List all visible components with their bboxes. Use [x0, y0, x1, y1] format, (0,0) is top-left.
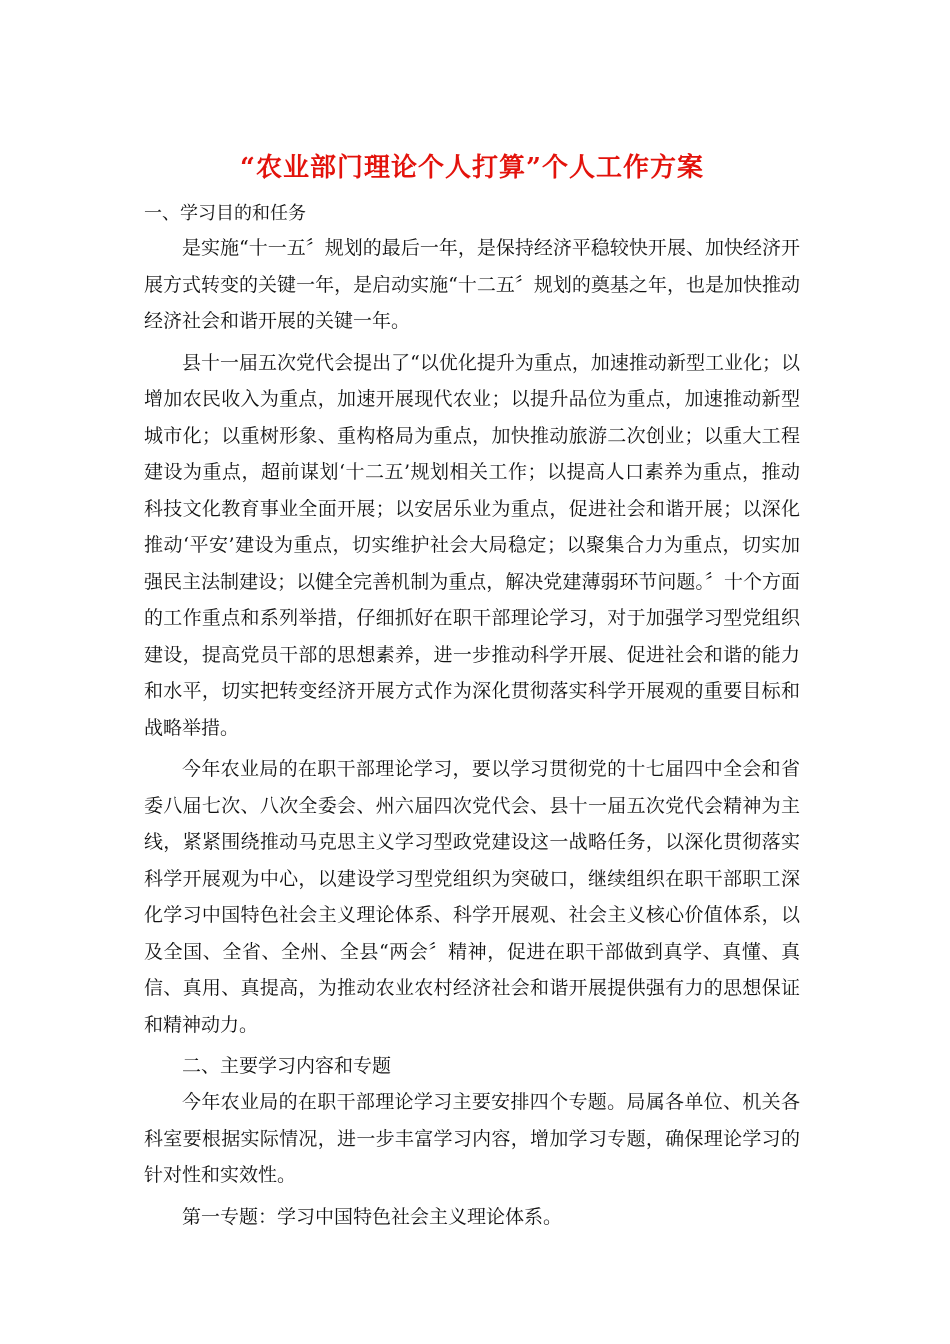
topic-1-heading: 第一专题：学习中国特色社会主义理论体系。	[182, 1205, 563, 1228]
paragraph-1: 是实施“十一五〞规划的最后一年，是保持经济平稳较快开展、加快经济开展方式转变的关键一年，是启动实施“十二五〞规划的奠基之年，也是加快推动经济社会和谐开展的关键一年。	[144, 237, 800, 332]
section-heading-2: 二、主要学习内容和专题	[182, 1055, 392, 1077]
document-title: “农业部门理论个人打算”个人工作方案	[240, 153, 704, 183]
paragraph-4: 今年农业局的在职干部理论学习主要安排四个专题。局属各单位、机关各科室要根据实际情况，进一步丰富学习内容，增加学习专题，确保理论学习的针对性和实效性。	[144, 1091, 800, 1186]
section-heading-1: 一、学习目的和任务	[144, 203, 306, 224]
document-page	[144, 148, 800, 1235]
paragraph-2: 县十一届五次党代会提出了“以优化提升为重点，加速推动新型工业化；以增加农民收入为重点，加速开展现代农业；以提升品位为重点，加速推动新型城市化；以重树形象、重构格局为重点，加快推动旅游二次创业；以重大工程建设为重点，超前谋划‘十二五’规划相关工作；以提高人口素养为重点，推动科技文化教育事业全面开展；以安居乐业为重点，促进社会和谐开展；以深化推动‘平安’建设为重点，切实维护社会大局稳定；以聚集合力为重点，切实加强民主法制建设；以健全完善机制为重点，解决党建薄弱环节问题。〞十个方面的工作重点和系列举措，仔细抓好在职干部理论学习，对于加强学习型党组织建设，提高党员干部的思想素养，进一步推动科学开展、促进社会和谐的能力和水平，切实把转变经济开展方式作为深化贯彻落实科学开展观的重要目标和战略举措。	[144, 351, 800, 739]
paragraph-3: 今年农业局的在职干部理论学习，要以学习贯彻党的十七届四中全会和省委八届七次、八次全委会、州六届四次党代会、县十一届五次党代会精神为主线，紧紧围绕推动马克思主义学习型政党建设这一战略任务，以深化贯彻落实科学开展观为中心，以建设学习型党组织为突破口，继续组织在职干部职工深化学习中国特色社会主义理论体系、科学开展观、社会主义核心价值体系，以及全国、全省、全州、全县“两会〞精神，促进在职干部做到真学、真懂、真信、真用、真提高，为推动农业农村经济社会和谐开展提供强有力的思想保证和精神动力。	[144, 758, 800, 1036]
